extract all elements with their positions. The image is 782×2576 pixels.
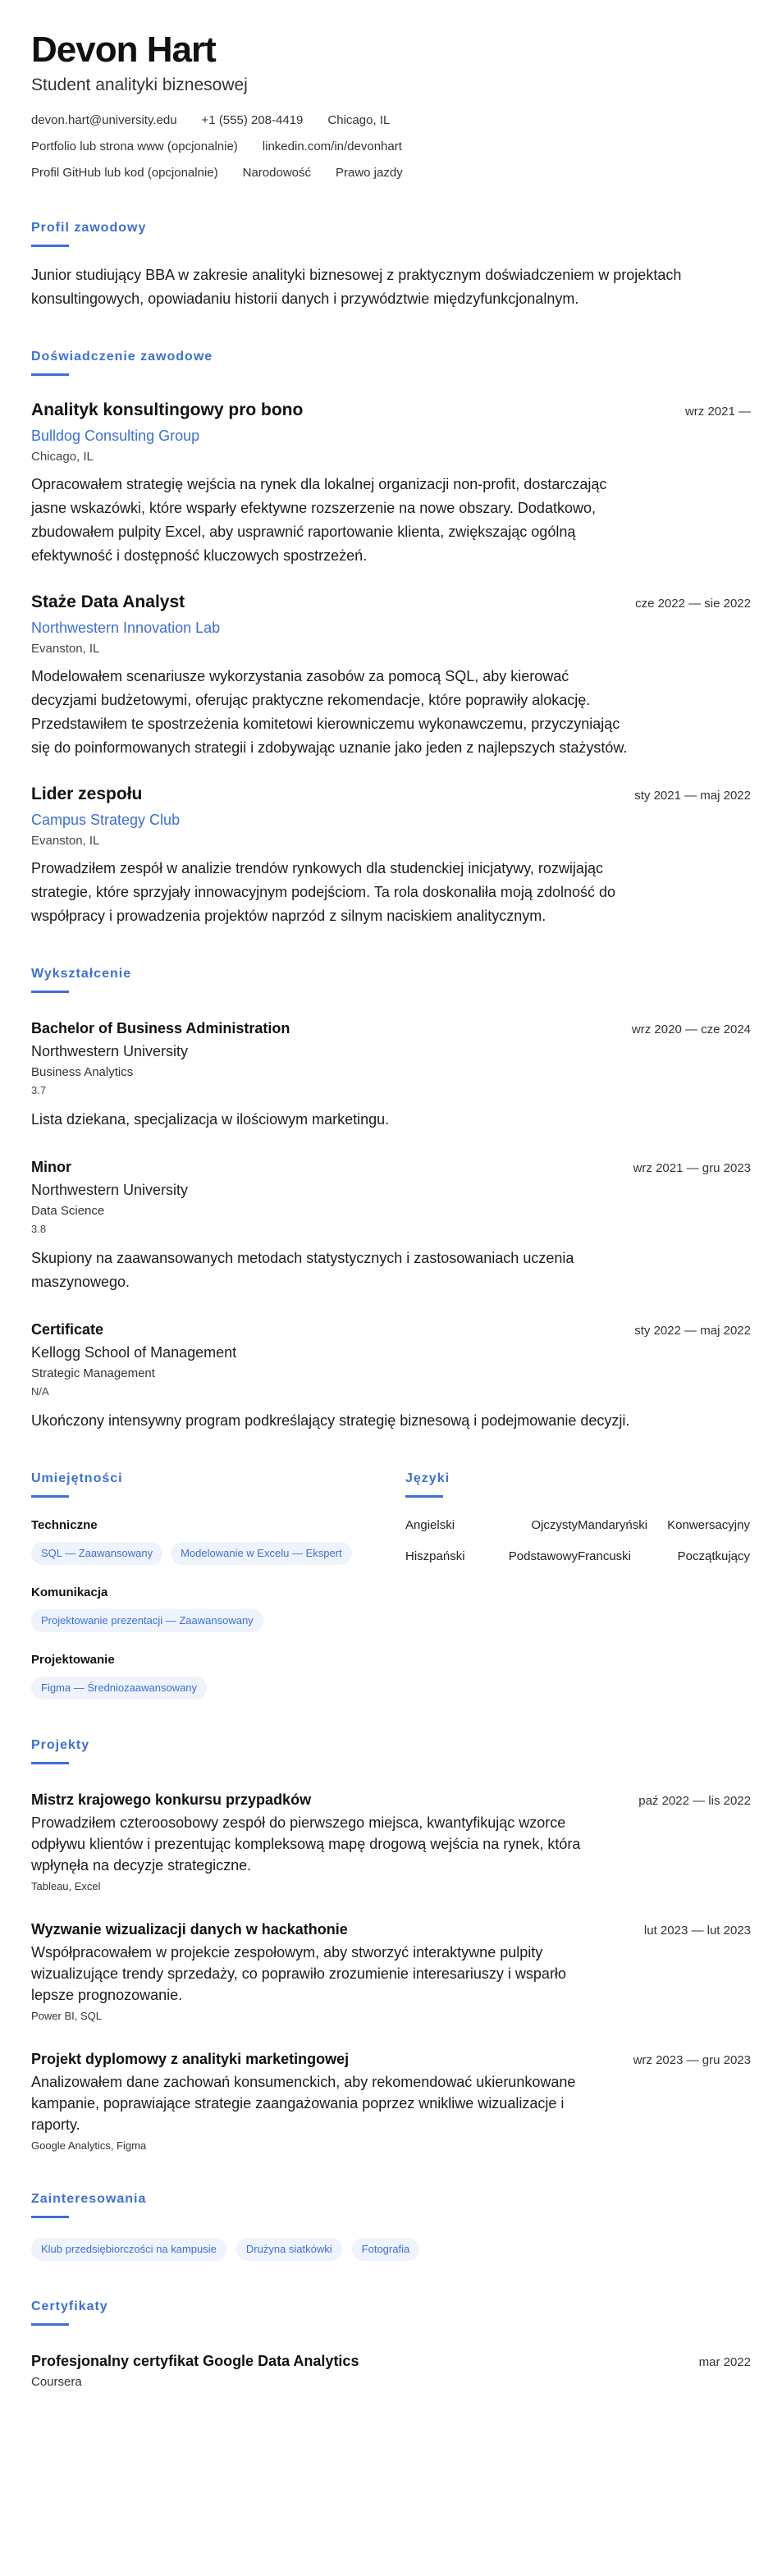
candidate-headline: Student analityki biznesowej [31, 75, 248, 94]
languages-section [405, 1471, 750, 1700]
skill-chip: SQL — Zaawansowany [31, 1542, 162, 1565]
certificate-title: Profesjonalny certyfikat Google Data Analytics [31, 2353, 359, 2369]
contact-phone[interactable]: +1 (555) 208-4419 [201, 113, 304, 127]
skill-chips [31, 1609, 384, 1632]
degree-name: Bachelor of Business Administration [31, 1020, 290, 1036]
section-underline [31, 2216, 69, 2218]
job-title: Staże Data Analyst [31, 593, 185, 611]
experience-entry [31, 399, 751, 568]
resume-header [31, 30, 751, 182]
certificates-section [31, 2299, 751, 2391]
skill-group-title: Projektowanie [31, 1653, 115, 1667]
section-underline [31, 373, 69, 376]
job-title: Analityk konsultingowy pro bono [31, 400, 304, 419]
skill-group-title: Techniczne [31, 1518, 98, 1532]
skill-chip: Projektowanie prezentacji — Zaawansowany [31, 1609, 263, 1632]
job-description: Prowadziłem zespół w analizie trendów rynkowych dla studenckiej inicjatywy, rozwijając strategie, które sprzyjały innowacyjnym podejściom. Ta rola doskonaliła moją zdolność do współpracy i prowadzenia projektów naprzód z silnym naciskiem analitycznym. [31, 860, 616, 924]
interest-chip: Fotografia [352, 2238, 420, 2261]
gpa: 3.7 [31, 1084, 47, 1096]
certificate-issuer: Coursera [31, 2375, 82, 2389]
job-location: Evanston, IL [31, 642, 100, 656]
skill-group-title: Komunikacja [31, 1585, 108, 1599]
section-underline [31, 991, 69, 993]
language-name: Angielski [405, 1518, 455, 1532]
experience-entry [31, 783, 751, 928]
section-title: Projekty [31, 1738, 90, 1752]
job-location: Evanston, IL [31, 834, 100, 848]
project-dates: wrz 2023 — gru 2023 [633, 2053, 751, 2067]
project-dates: lut 2023 — lut 2023 [643, 1924, 751, 1938]
education-section [31, 966, 751, 1433]
section-title: Profil zawodowy [31, 221, 147, 235]
section-underline [31, 2323, 69, 2326]
summary-section [31, 220, 751, 311]
contact-driving-license: Prawo jazdy [336, 166, 403, 180]
job-dates: cze 2022 — sie 2022 [635, 597, 751, 611]
skill-chip: Figma — Średniozaawansowany [31, 1677, 207, 1700]
project-title: Projekt dyplomowy z analityki marketingowej [31, 2051, 350, 2067]
project-description: Analizowałem dane zachowań konsumenckich, aby rekomendować ukierunkowane kampanie, poprawiające strategie zaangażowania poprzez wnikliwe wizualizacje i raporty. [31, 2074, 576, 2133]
education-entry [31, 1319, 751, 1433]
skill-chips [31, 1677, 384, 1700]
language-level: Ojczysty [531, 1518, 578, 1532]
contact-location: Chicago, IL [327, 113, 391, 127]
language-level: Podstawowy [508, 1549, 578, 1563]
project-dates: paź 2022 — lis 2022 [638, 1794, 751, 1808]
job-dates: wrz 2021 — [684, 405, 751, 419]
section-underline [31, 1762, 69, 1764]
languages-table [405, 1517, 750, 1565]
field-of-study: Strategic Management [31, 1366, 155, 1380]
project-title: Mistrz krajowego konkursu przypadków [31, 1791, 312, 1808]
skills-languages-row [31, 1471, 751, 1700]
contact-portfolio[interactable]: Portfolio lub strona www (opcjonalnie) [31, 140, 238, 153]
contact-linkedin[interactable]: linkedin.com/in/devonhart [262, 140, 402, 153]
section-title: Zainteresowania [31, 2192, 147, 2206]
project-entry [31, 1789, 751, 1894]
project-entry [31, 2048, 751, 2153]
interest-chip: Klub przedsiębiorczości na kampusie [31, 2238, 226, 2261]
section-underline [31, 245, 69, 247]
section-underline [405, 1495, 443, 1498]
job-company: Northwestern Innovation Lab [31, 620, 221, 636]
language-level: Konwersacyjny [667, 1518, 750, 1532]
education-entry [31, 1018, 751, 1132]
interest-chip: Drużyna siatkówki [236, 2238, 342, 2261]
experience-section [31, 349, 751, 928]
section-underline [31, 1495, 69, 1498]
job-dates: sty 2021 — maj 2022 [634, 789, 751, 803]
interest-chips [31, 2238, 751, 2261]
contact-email[interactable]: devon.hart@university.edu [31, 113, 177, 127]
skills-section [31, 1471, 405, 1700]
job-title: Lider zespołu [31, 785, 143, 803]
skill-chip: Modelowanie w Excelu — Ekspert [171, 1542, 352, 1565]
project-entry [31, 1919, 751, 2024]
education-dates: sty 2022 — maj 2022 [634, 1324, 751, 1338]
experience-entry [31, 591, 751, 760]
language-name: Hiszpański [405, 1549, 465, 1563]
contact-nationality: Narodowość [242, 166, 311, 180]
job-company: Campus Strategy Club [31, 812, 181, 828]
education-dates: wrz 2020 — cze 2024 [631, 1023, 751, 1036]
gpa: 3.8 [31, 1223, 47, 1235]
section-title: Umiejętności [31, 1471, 123, 1485]
field-of-study: Business Analytics [31, 1065, 134, 1079]
project-tech: Google Analytics, Figma [31, 2139, 147, 2152]
certificate-date: mar 2022 [698, 2355, 751, 2369]
section-title: Certyfikaty [31, 2299, 108, 2313]
language-level: Początkujący [677, 1549, 750, 1563]
project-tech: Tableau, Excel [31, 1880, 101, 1892]
gpa: N/A [31, 1385, 49, 1398]
contact-github[interactable]: Profil GitHub lub kod (opcjonalnie) [31, 166, 218, 180]
school-name: Northwestern University [31, 1182, 189, 1198]
job-description: Modelowałem scenariusze wykorzystania zasobów za pomocą SQL, aby kierować decyzjami budżetowymi, oferując praktyczne rekomendacje, które poprawiły alokację. Przedstawiłem te spostrzeżenia komitetowi kierowniczemu wykonawczemu, przyczyniając się do poinformowanych strategii i zdobywając uznanie jako jeden z najlepszych stażystów. [31, 668, 628, 756]
skill-chips [31, 1542, 384, 1565]
education-entry [31, 1156, 751, 1294]
job-location: Chicago, IL [31, 450, 94, 464]
certificate-entry [31, 2350, 751, 2391]
summary-text: Junior studiujący BBA w zakresie analityki biznesowej z praktycznym doświadczeniem w projektach konsultingowych, opowiadaniu historii danych i przywództwie międzyfunkcjonalnym. [31, 267, 682, 307]
degree-name: Minor [31, 1159, 71, 1175]
projects-section [31, 1737, 751, 2153]
education-description: Ukończony intensywny program podkreślający strategię biznesową i podejmowanie decyzji. [31, 1412, 630, 1429]
education-dates: wrz 2021 — gru 2023 [633, 1161, 751, 1175]
job-company: Bulldog Consulting Group [31, 428, 200, 444]
candidate-name: Devon Hart [31, 30, 216, 70]
section-title: Wykształcenie [31, 967, 132, 981]
section-title: Doświadczenie zawodowe [31, 350, 213, 364]
field-of-study: Data Science [31, 1204, 105, 1218]
school-name: Northwestern University [31, 1043, 189, 1059]
language-name: Francuski [578, 1549, 632, 1563]
interests-section [31, 2191, 751, 2261]
contact-list [31, 112, 540, 182]
degree-name: Certificate [31, 1321, 104, 1338]
education-description: Skupiony na zaawansowanych metodach statystycznych i zastosowaniach uczenia maszynowego. [31, 1250, 574, 1290]
project-description: Prowadziłem czteroosobowy zespół do pierwszego miejsca, kwantyfikując wzorce odpływu klientów i prezentując kompleksową mapę drogową wejścia na rynek, która wpłynęła na decyzje strategiczne. [31, 1814, 581, 1874]
project-tech: Power BI, SQL [31, 2010, 102, 2022]
language-name: Mandaryński [578, 1518, 648, 1532]
school-name: Kellogg School of Management [31, 1344, 237, 1361]
education-description: Lista dziekana, specjalizacja w ilościowym marketingu. [31, 1111, 390, 1128]
section-title: Języki [405, 1471, 450, 1485]
project-title: Wyzwanie wizualizacji danych w hackathonie [31, 1921, 348, 1938]
project-description: Współpracowałem w projekcie zespołowym, aby stworzyć interaktywne pulpity wizualizujące trendy sprzedaży, co poprawiło zrozumienie interesariuszy i wsparło lepsze prognozowanie. [31, 1944, 566, 2003]
job-description: Opracowałem strategię wejścia na rynek dla lokalnej organizacji non-profit, dostarczając jasne wskazówki, które wsparły efektywne rozszerzenie na nowe obszary. Dodatkowo, zbudowałem pulpity Excel, aby usprawnić raportowanie klienta, zwiększając ogólną efektywność i dostępność kluczowych spostrzeżeń. [31, 476, 607, 564]
